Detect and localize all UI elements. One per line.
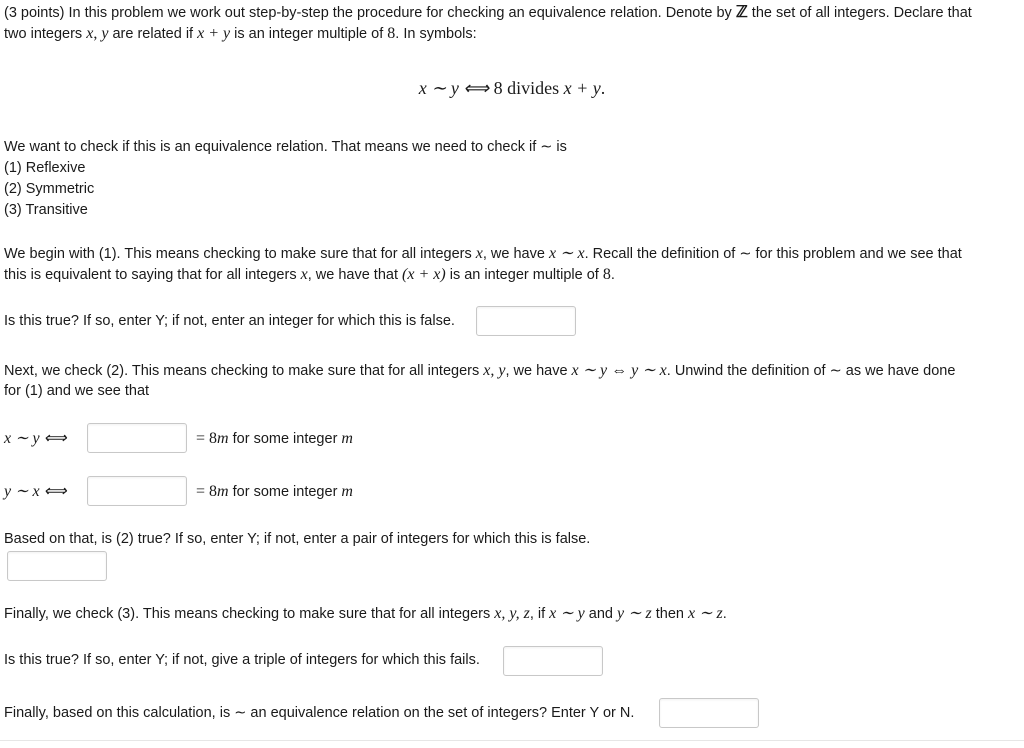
- formula-mid: 8 divides: [493, 78, 564, 98]
- math-expr: (x + x): [402, 266, 446, 283]
- property-item-symmetric: (2) Symmetric: [4, 181, 95, 197]
- x-related-y-expression-input[interactable]: [87, 423, 187, 453]
- intro-text: (3 points) In this problem we work out step-by-step the procedure for checking an equivalence relation. Denote by: [4, 5, 736, 21]
- transitive-text: then: [651, 606, 689, 622]
- reflexive-line-2: [4, 264, 615, 286]
- final-question: Finally, based on this calculation, is ∼ an equivalence relation on the set of integers? Enter Y or N.: [4, 705, 635, 721]
- intro-text: are related if: [108, 26, 198, 42]
- formula-lhs: x ∼ y ⟺: [418, 78, 494, 98]
- symmetric-row-2-rhs: [196, 481, 353, 503]
- display-formula: [0, 78, 1024, 99]
- integers-symbol: ℤ: [735, 4, 748, 21]
- math-var: y: [101, 25, 109, 42]
- math-var: x: [300, 266, 308, 283]
- math-relation: x ∼ y ⇔ y ∼ x: [571, 362, 667, 379]
- reflexive-text: .: [610, 267, 615, 283]
- property-item-transitive: (3) Transitive: [4, 202, 88, 218]
- symmetric-text: for some integer: [228, 484, 342, 500]
- math-var: x: [475, 245, 483, 262]
- transitive-question: Is this true? If so, enter Y; if not, give a triple of integers for which this fails.: [4, 652, 480, 668]
- reflexive-text: . Recall the definition of ∼ for this problem and we see that: [584, 246, 962, 262]
- math-comma: ,: [93, 25, 102, 42]
- math-relation: y ∼ z: [617, 605, 652, 622]
- math-number: 8: [602, 266, 611, 283]
- reflexive-text: , we have: [482, 246, 549, 262]
- reflexive-question: Is this true? If so, enter Y; if not, enter an integer for which this is false.: [4, 313, 455, 329]
- symmetric-row-2-lhs: y ∼ x ⟺: [4, 483, 67, 500]
- math-var: m: [341, 430, 353, 447]
- symmetric-text: , we have: [505, 363, 572, 379]
- math-relation: x ∼ y: [549, 605, 585, 622]
- transitive-text: and: [584, 606, 618, 622]
- transitive-answer-input[interactable]: [503, 646, 603, 676]
- intro-text: . In symbols:: [395, 26, 477, 42]
- reflexive-line-1: [4, 243, 962, 265]
- reflexive-text: is an integer multiple of: [445, 267, 603, 283]
- symmetric-line-2: for (1) and we see that: [4, 383, 150, 399]
- symmetric-row-1-lhs: x ∼ y ⟺: [4, 430, 67, 447]
- transitive-text: .: [722, 606, 727, 622]
- math-var: x: [86, 25, 94, 42]
- reflexive-text: , we have that: [307, 267, 403, 283]
- math-relation: x ∼ x: [548, 245, 585, 262]
- reflexive-text: this is equivalent to saying that for all integers: [4, 267, 301, 283]
- math-var: m: [341, 483, 353, 500]
- math-vars: x, y, z: [494, 605, 530, 622]
- symmetric-line-1: [4, 360, 955, 382]
- math-var: m: [217, 483, 229, 500]
- formula-rhs: x + y: [563, 78, 601, 98]
- math-eq: = 8: [196, 430, 218, 447]
- y-related-x-expression-input[interactable]: [87, 476, 187, 506]
- intro-text: is an integer multiple of: [230, 26, 388, 42]
- math-number: 8: [387, 25, 396, 42]
- reflexive-text: We begin with (1). This means checking to make sure that for all integers: [4, 246, 476, 262]
- transitive-text: Finally, we check (3). This means checking to make sure that for all integers: [4, 606, 495, 622]
- intro-text: two integers: [4, 26, 87, 42]
- equivalence-answer-input[interactable]: [659, 698, 759, 728]
- symmetric-question: Based on that, is (2) true? If so, enter Y; if not, enter a pair of integers for which this is false.: [4, 531, 591, 547]
- intro-text: the set of all integers. Declare that: [747, 5, 972, 21]
- transitive-text: , if: [529, 606, 550, 622]
- check-intro-line: We want to check if this is an equivalence relation. That means we need to check if ∼ is: [4, 139, 567, 155]
- transitive-line-1: [4, 603, 727, 625]
- symmetric-text: . Unwind the definition of ∼ as we have done: [666, 363, 956, 379]
- symmetric-text: Next, we check (2). This means checking to make sure that for all integers: [4, 363, 484, 379]
- math-vars: x, y: [483, 362, 506, 379]
- math-relation: x ∼ z: [688, 605, 723, 622]
- reflexive-answer-input[interactable]: [476, 306, 576, 336]
- property-item-reflexive: (1) Reflexive: [4, 160, 86, 176]
- intro-line-2: [4, 23, 477, 45]
- bottom-divider: [0, 740, 1024, 741]
- formula-end: .: [600, 78, 606, 98]
- math-var: m: [217, 430, 229, 447]
- symmetric-row-1-rhs: [196, 428, 353, 450]
- symmetric-text: for some integer: [228, 431, 342, 447]
- intro-line-1: [4, 2, 972, 24]
- math-expr: x + y: [197, 25, 231, 42]
- math-eq: = 8: [196, 483, 218, 500]
- symmetric-answer-input[interactable]: [7, 551, 107, 581]
